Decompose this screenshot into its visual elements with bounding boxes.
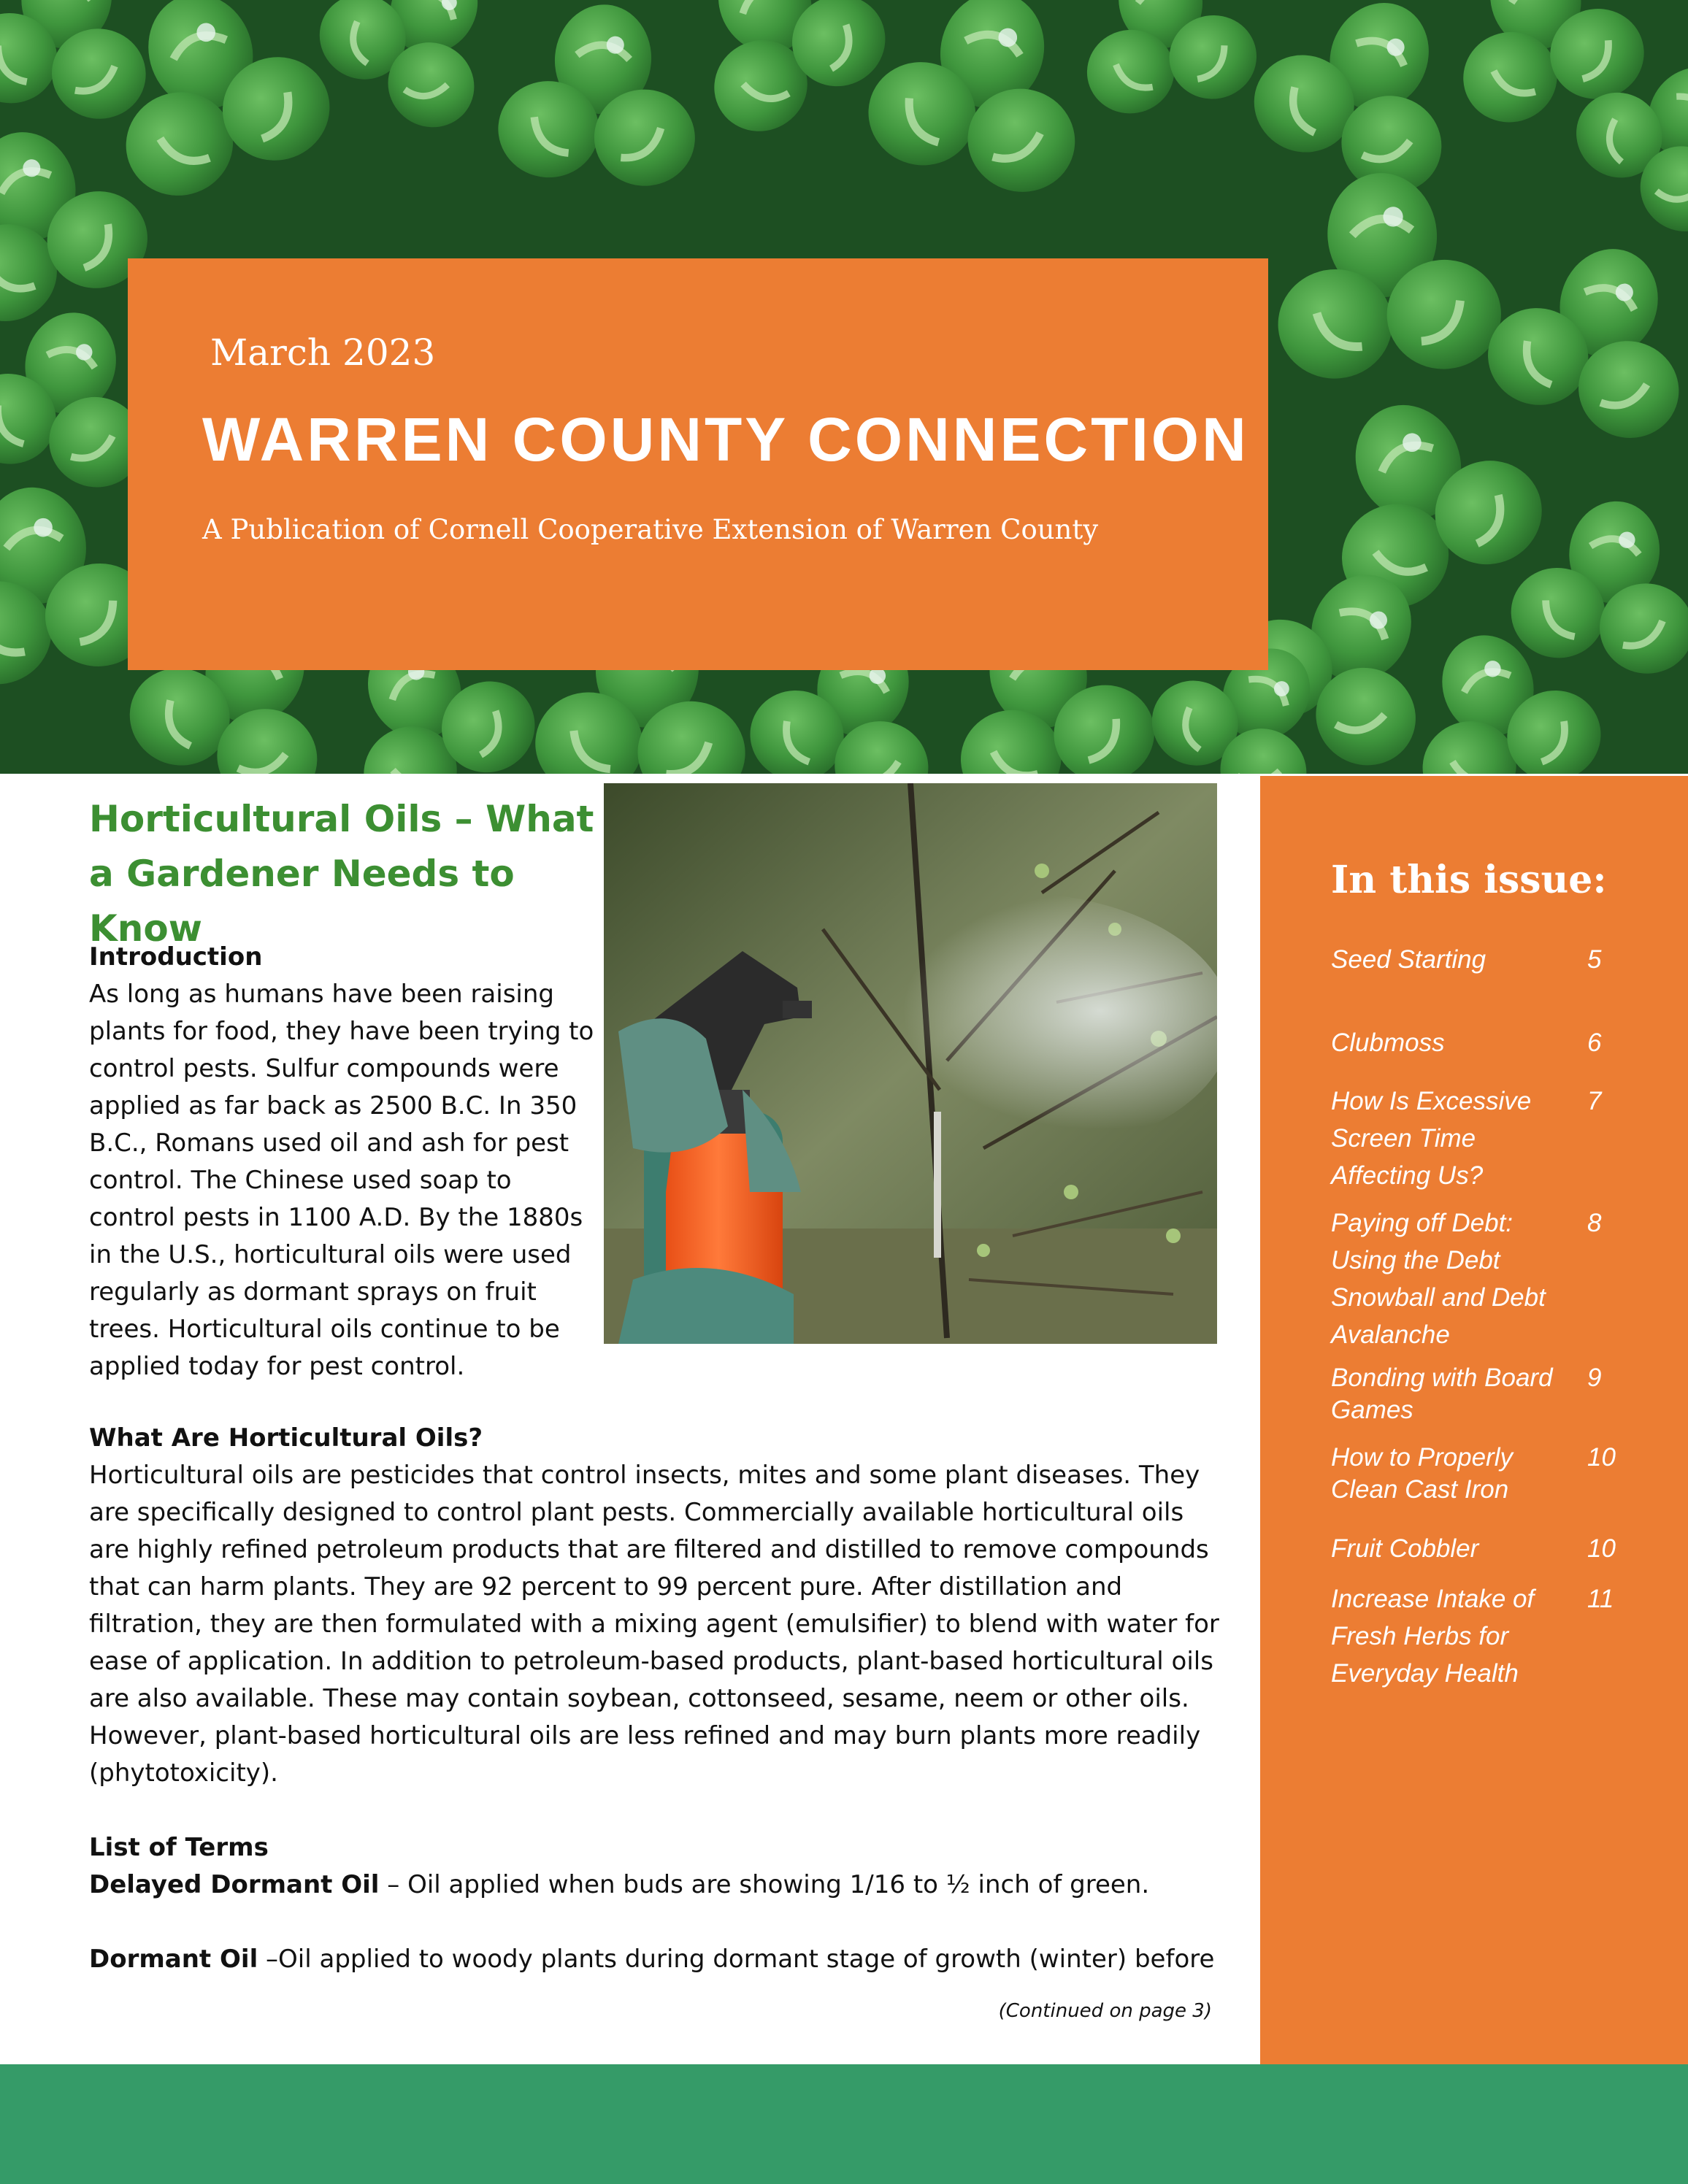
- article-title: Horticultural Oils – What a Gardener Needs to Know: [89, 798, 594, 950]
- what-heading: What Are Horticultural Oils?: [89, 1423, 483, 1453]
- continued-note: (Continued on page 3): [998, 2000, 1212, 2022]
- toc-page-number: 8: [1587, 1209, 1602, 1237]
- toc-item-fresh-herbs[interactable]: Increase Intake of Fresh Herbs for Everyday Health: [1331, 1585, 1535, 1688]
- terms-heading: List of Terms: [89, 1833, 269, 1862]
- toc-item-fruit-cobbler[interactable]: Fruit Cobbler: [1331, 1534, 1479, 1563]
- term-name: Delayed Dormant Oil: [89, 1870, 380, 1899]
- toc-item-seed-starting[interactable]: Seed Starting: [1331, 945, 1486, 974]
- toc-item-paying-off-debt[interactable]: Paying off Debt: Using the Debt Snowball and Debt Avalanche: [1331, 1209, 1546, 1349]
- masthead-box: [128, 258, 1268, 670]
- intro-paragraph: As long as humans have been raising plants for food, they have been trying to control pests. Sulfur compounds were applied as far back as 2500 B.C. In 350 B.C., Romans used oil and ash for pest control. The Chinese used soap to control pests in 1100 A.D. By the 1880s in the U.S., horticultural oils were used regularly as dormant sprays on fruit trees. Horticultural oils continue to be applied today for pest control.: [89, 980, 594, 1381]
- term-definition: – Oil applied when buds are showing 1/16 to ½ inch of green.: [379, 1870, 1150, 1899]
- toc-page-number: 6: [1587, 1028, 1602, 1057]
- term-item: [89, 1866, 1228, 1904]
- footer-bar: [0, 2064, 1688, 2184]
- term-definition: –Oil applied to woody plants during dormant stage of growth (winter) before: [258, 1945, 1215, 1974]
- in-this-issue-sidebar: [1260, 776, 1688, 2064]
- spray-bottle-image: [604, 783, 1217, 1344]
- toc-item-board-games[interactable]: Bonding with Board Games: [1331, 1364, 1553, 1424]
- header-banner: [0, 0, 1688, 774]
- intro-heading: Introduction: [89, 942, 263, 972]
- newsletter-title: WARREN COUNTY CONNECTION: [202, 405, 1249, 474]
- sprayer-photo: [604, 783, 1217, 1344]
- term-name: Dormant Oil: [89, 1945, 258, 1974]
- term-item: [89, 1941, 1228, 1978]
- issue-date: March 2023: [210, 331, 436, 374]
- toc-page-number: 9: [1587, 1364, 1602, 1392]
- publication-line: A Publication of Cornell Cooperative Extension of Warren County: [202, 514, 1099, 545]
- sidebar-title: In this issue:: [1331, 858, 1607, 902]
- intro-section: [89, 939, 600, 1385]
- toc-page-number: 5: [1587, 945, 1602, 974]
- main-body: [89, 1420, 1228, 1978]
- toc-item-screen-time[interactable]: How Is Excessive Screen Time Affecting Us?: [1331, 1087, 1532, 1190]
- toc-item-clubmoss[interactable]: Clubmoss: [1331, 1028, 1445, 1057]
- toc-page-number: 10: [1587, 1443, 1616, 1472]
- what-paragraph: Horticultural oils are pesticides that control insects, mites and some plant diseases. They are specifically designed to control plant pests. Commercially available horticultural oils are highly refined petroleum products that are filtered and distilled to remove compounds that can harm plants. They are 92 percent to 99 percent pure. After distillation and filtration, they are then formulated with a mixing agent (emulsifier) to blend with water for ease of application. In addition to petroleum-based products, plant-based horticultural oils are also available. These may contain soybean, cottonseed, sesame, neem or other oils. However, plant-based horticultural oils are less refined and may burn plants more readily (phytotoxicity).: [89, 1461, 1219, 1788]
- toc-item-cast-iron[interactable]: How to Properly Clean Cast Iron: [1331, 1443, 1513, 1504]
- toc-page-number: 11: [1587, 1585, 1614, 1613]
- toc-page-number: 7: [1587, 1087, 1602, 1115]
- toc-page-number: 10: [1587, 1534, 1616, 1563]
